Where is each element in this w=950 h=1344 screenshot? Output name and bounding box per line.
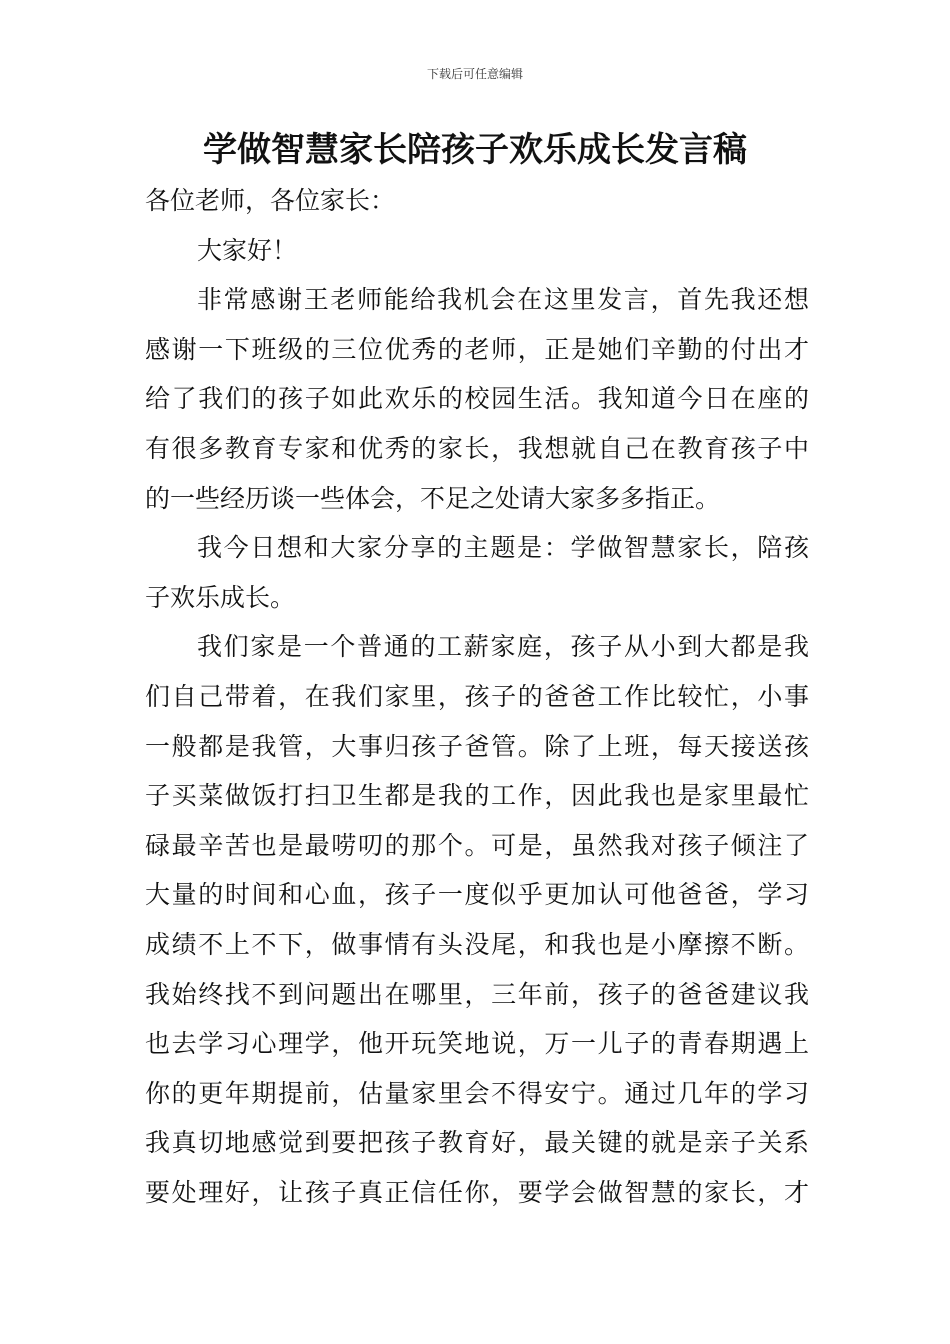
page-header-note: 下载后可任意编辑: [426, 67, 523, 81]
document-title: 学做智慧家长陪孩子欢乐成长发言稿: [203, 130, 747, 170]
paragraph-line: 子买菜做饭打扫卫生都是我的工作，因此我也是家里最忙: [145, 781, 809, 811]
paragraph-line: 感谢一下班级的三位优秀的老师，正是她们辛勤的付出才: [145, 334, 809, 364]
document-body: [145, 176, 809, 1217]
paragraph-line: 你的更年期提前，估量家里会不得安宁。通过几年的学习: [145, 1078, 809, 1108]
paragraph-line: 非常感谢王老师能给我机会在这里发言，首先我还想: [197, 285, 809, 315]
greeting: 大家好！: [197, 235, 298, 265]
paragraph-line: 要处理好，让孩子真正信任你，要学会做智慧的家长，才: [145, 1177, 809, 1207]
paragraph-line: 大量的时间和心血，孩子一度似乎更加认可他爸爸，学习: [145, 880, 809, 910]
paragraph-line: 给了我们的孩子如此欢乐的校园生活。我知道今日在座的: [145, 384, 809, 414]
salutation: 各位老师，各位家长：: [145, 186, 396, 215]
paragraph-3: [145, 622, 809, 1217]
paragraph-line: 我们家是一个普通的工薪家庭，孩子从小到大都是我: [197, 632, 809, 662]
paragraph-line: 一般都是我管，大事归孩子爸管。除了上班，每天接送孩: [145, 731, 809, 761]
paragraph-line: 也去学习心理学，他开玩笑地说，万一儿子的青春期遇上: [145, 1029, 809, 1059]
paragraph-line: 碌最辛苦也是最唠叨的那个。可是，虽然我对孩子倾注了: [145, 830, 809, 860]
paragraph-line: 我始终找不到问题出在哪里，三年前，孩子的爸爸建议我: [145, 979, 809, 1009]
paragraph-line: 我今日想和大家分享的主题是：学做智慧家长，陪孩: [197, 533, 809, 563]
paragraph-line: 成绩不上不下，做事情有头没尾，和我也是小摩擦不断。: [145, 929, 809, 959]
paragraph-line: 的一些经历谈一些体会，不足之处请大家多多指正。: [145, 483, 721, 513]
paragraph-line: 子欢乐成长。: [145, 582, 296, 612]
paragraph-2: [145, 523, 809, 622]
paragraph-1: [145, 275, 809, 523]
paragraph-line: 有很多教育专家和优秀的家长，我想就自己在教育孩子中: [145, 433, 809, 463]
paragraph-line: 我真切地感觉到要把孩子教育好，最关键的就是亲子关系: [145, 1128, 809, 1158]
paragraph-line: 们自己带着，在我们家里，孩子的爸爸工作比较忙，小事: [145, 681, 809, 711]
